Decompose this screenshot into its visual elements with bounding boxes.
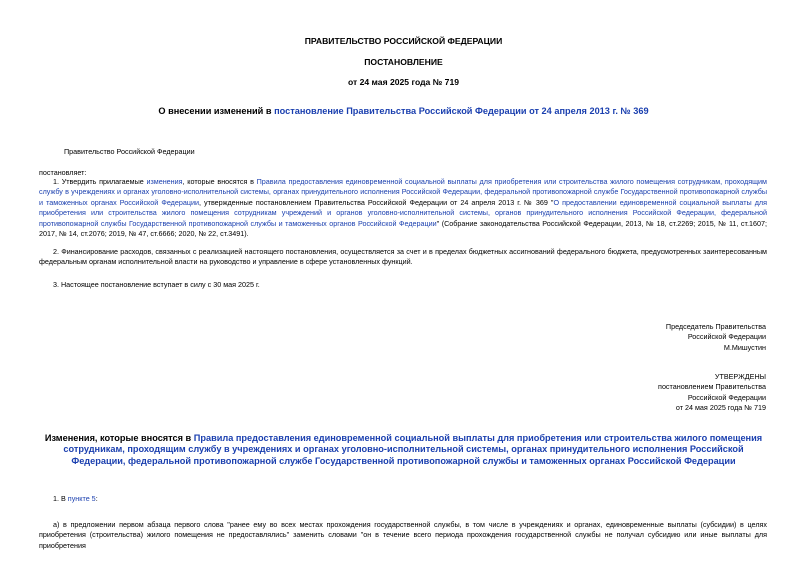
document-title xyxy=(0,106,807,116)
paragraph-3: 3. Настоящее постановление вступает в силу с 30 мая 2025 г. xyxy=(53,280,260,289)
p1-text-d: " (Собрание законодательства Российской Федерации, 2013, № 18, ст.2269; 2015, № 11, ст.1607; 2017, № 14, ст.2076; 2019, № 47, ст.6666; 2020, № 22, ст.3491). xyxy=(39,218,767,239)
title-prefix: О внесении изменений в xyxy=(158,106,275,116)
p1-link-changes[interactable]: изменения xyxy=(146,177,183,186)
signature-line-1: Председатель Правительства xyxy=(665,322,766,331)
approved-line-2: постановлением Правительства xyxy=(658,382,766,392)
paragraph-1 xyxy=(39,177,767,239)
signature-line-2: Российской Федерации xyxy=(687,332,766,342)
changes-heading-prefix: Изменения, которые вносятся в xyxy=(44,433,194,443)
p1-text-c: , утвержденные постановлением Правительства Российской Федерации от 24 апреля 2013 г. № 369 " xyxy=(199,197,554,207)
item1-link[interactable]: пункте 5 xyxy=(67,494,96,503)
government-line: Правительство Российской Федерации xyxy=(64,147,195,156)
approved-line-3: Российской Федерации xyxy=(687,392,766,402)
changes-heading-link[interactable]: Правила предоставления единовременной социальной выплаты для приобретения или строительства жилого помещения сотрудникам, проходящим службу в учреждениях и органах уголовно-исполнительной системы, органах принудительного исполнения Российской Федерации, федеральной противопожарной службе Государственной противопожарной службы и таможенных органах Российской Федерации xyxy=(63,433,763,466)
p1-text-b: , которые вносятся в xyxy=(182,177,257,186)
changes-heading xyxy=(40,433,767,467)
document-date-number: от 24 мая 2025 года № 719 xyxy=(347,77,460,87)
approved-block xyxy=(658,372,766,414)
title-link[interactable]: постановление Правительства Российской Федерации от 24 апреля 2013 г. № 369 xyxy=(274,106,649,116)
p1-link-resolution[interactable]: О предоставлении единовременной социальной выплаты для приобретения или строительства жилого помещения сотрудникам учреждений и органов уголовно-исполнительной системы, органов принудительного исполнения Российской Федерации, федеральной противопожарной службы Государственной противопожарной службы и таможенных органов Российской Федерации xyxy=(39,197,768,228)
signature-line-3: М.Мишустин xyxy=(723,342,766,352)
paragraph-2: 2. Финансирование расходов, связанных с реализацией настоящего постановления, осуществляется за счет и в пределах бюджетных ассигнований федерального бюджета, предусмотренных заинтересованным федеральным органам исполнительной власти на руководство и управление в сфере установленных функций. xyxy=(39,247,767,267)
item1-suffix: : xyxy=(95,494,98,503)
signature-block xyxy=(666,322,766,353)
approved-line-1: УТВЕРЖДЕНЫ xyxy=(714,372,766,381)
changes-item-1a: а) в предложении первом абзаца первого слова "ранее ему во всех местах прохождения государственной службы, в том числе в учреждениях и органах, единовременные выплаты (субсидии) в целях приобретения (строительства) жилого помещения не предоставлялись" заменить словами "он в течение всего периода прохождения государственной службы не получал субсидию или иные выплаты для приобретения xyxy=(39,520,767,550)
p1-link-rules[interactable]: Правила предоставления единовременной социальной выплаты для приобретения или строительства жилого помещения сотрудникам, проходящим службу в учреждениях и органах уголовно-исполнительной системы, органах принудительного исполнения Российской Федерации, федеральной противопожарной службе Государственной противопожарной службы и таможенных органах Российской Федерации xyxy=(39,177,767,207)
document-type: ПОСТАНОВЛЕНИЕ xyxy=(364,57,443,67)
approved-line-4: от 24 мая 2025 года № 719 xyxy=(675,403,766,413)
p1-text-a: 1. Утвердить прилагаемые xyxy=(53,177,147,186)
item1-prefix: 1. В xyxy=(53,494,68,503)
resolves-line: постановляет: xyxy=(39,168,87,177)
government-header: ПРАВИТЕЛЬСТВО РОССИЙСКОЙ ФЕДЕРАЦИИ xyxy=(304,36,503,46)
changes-item-1 xyxy=(53,494,767,504)
